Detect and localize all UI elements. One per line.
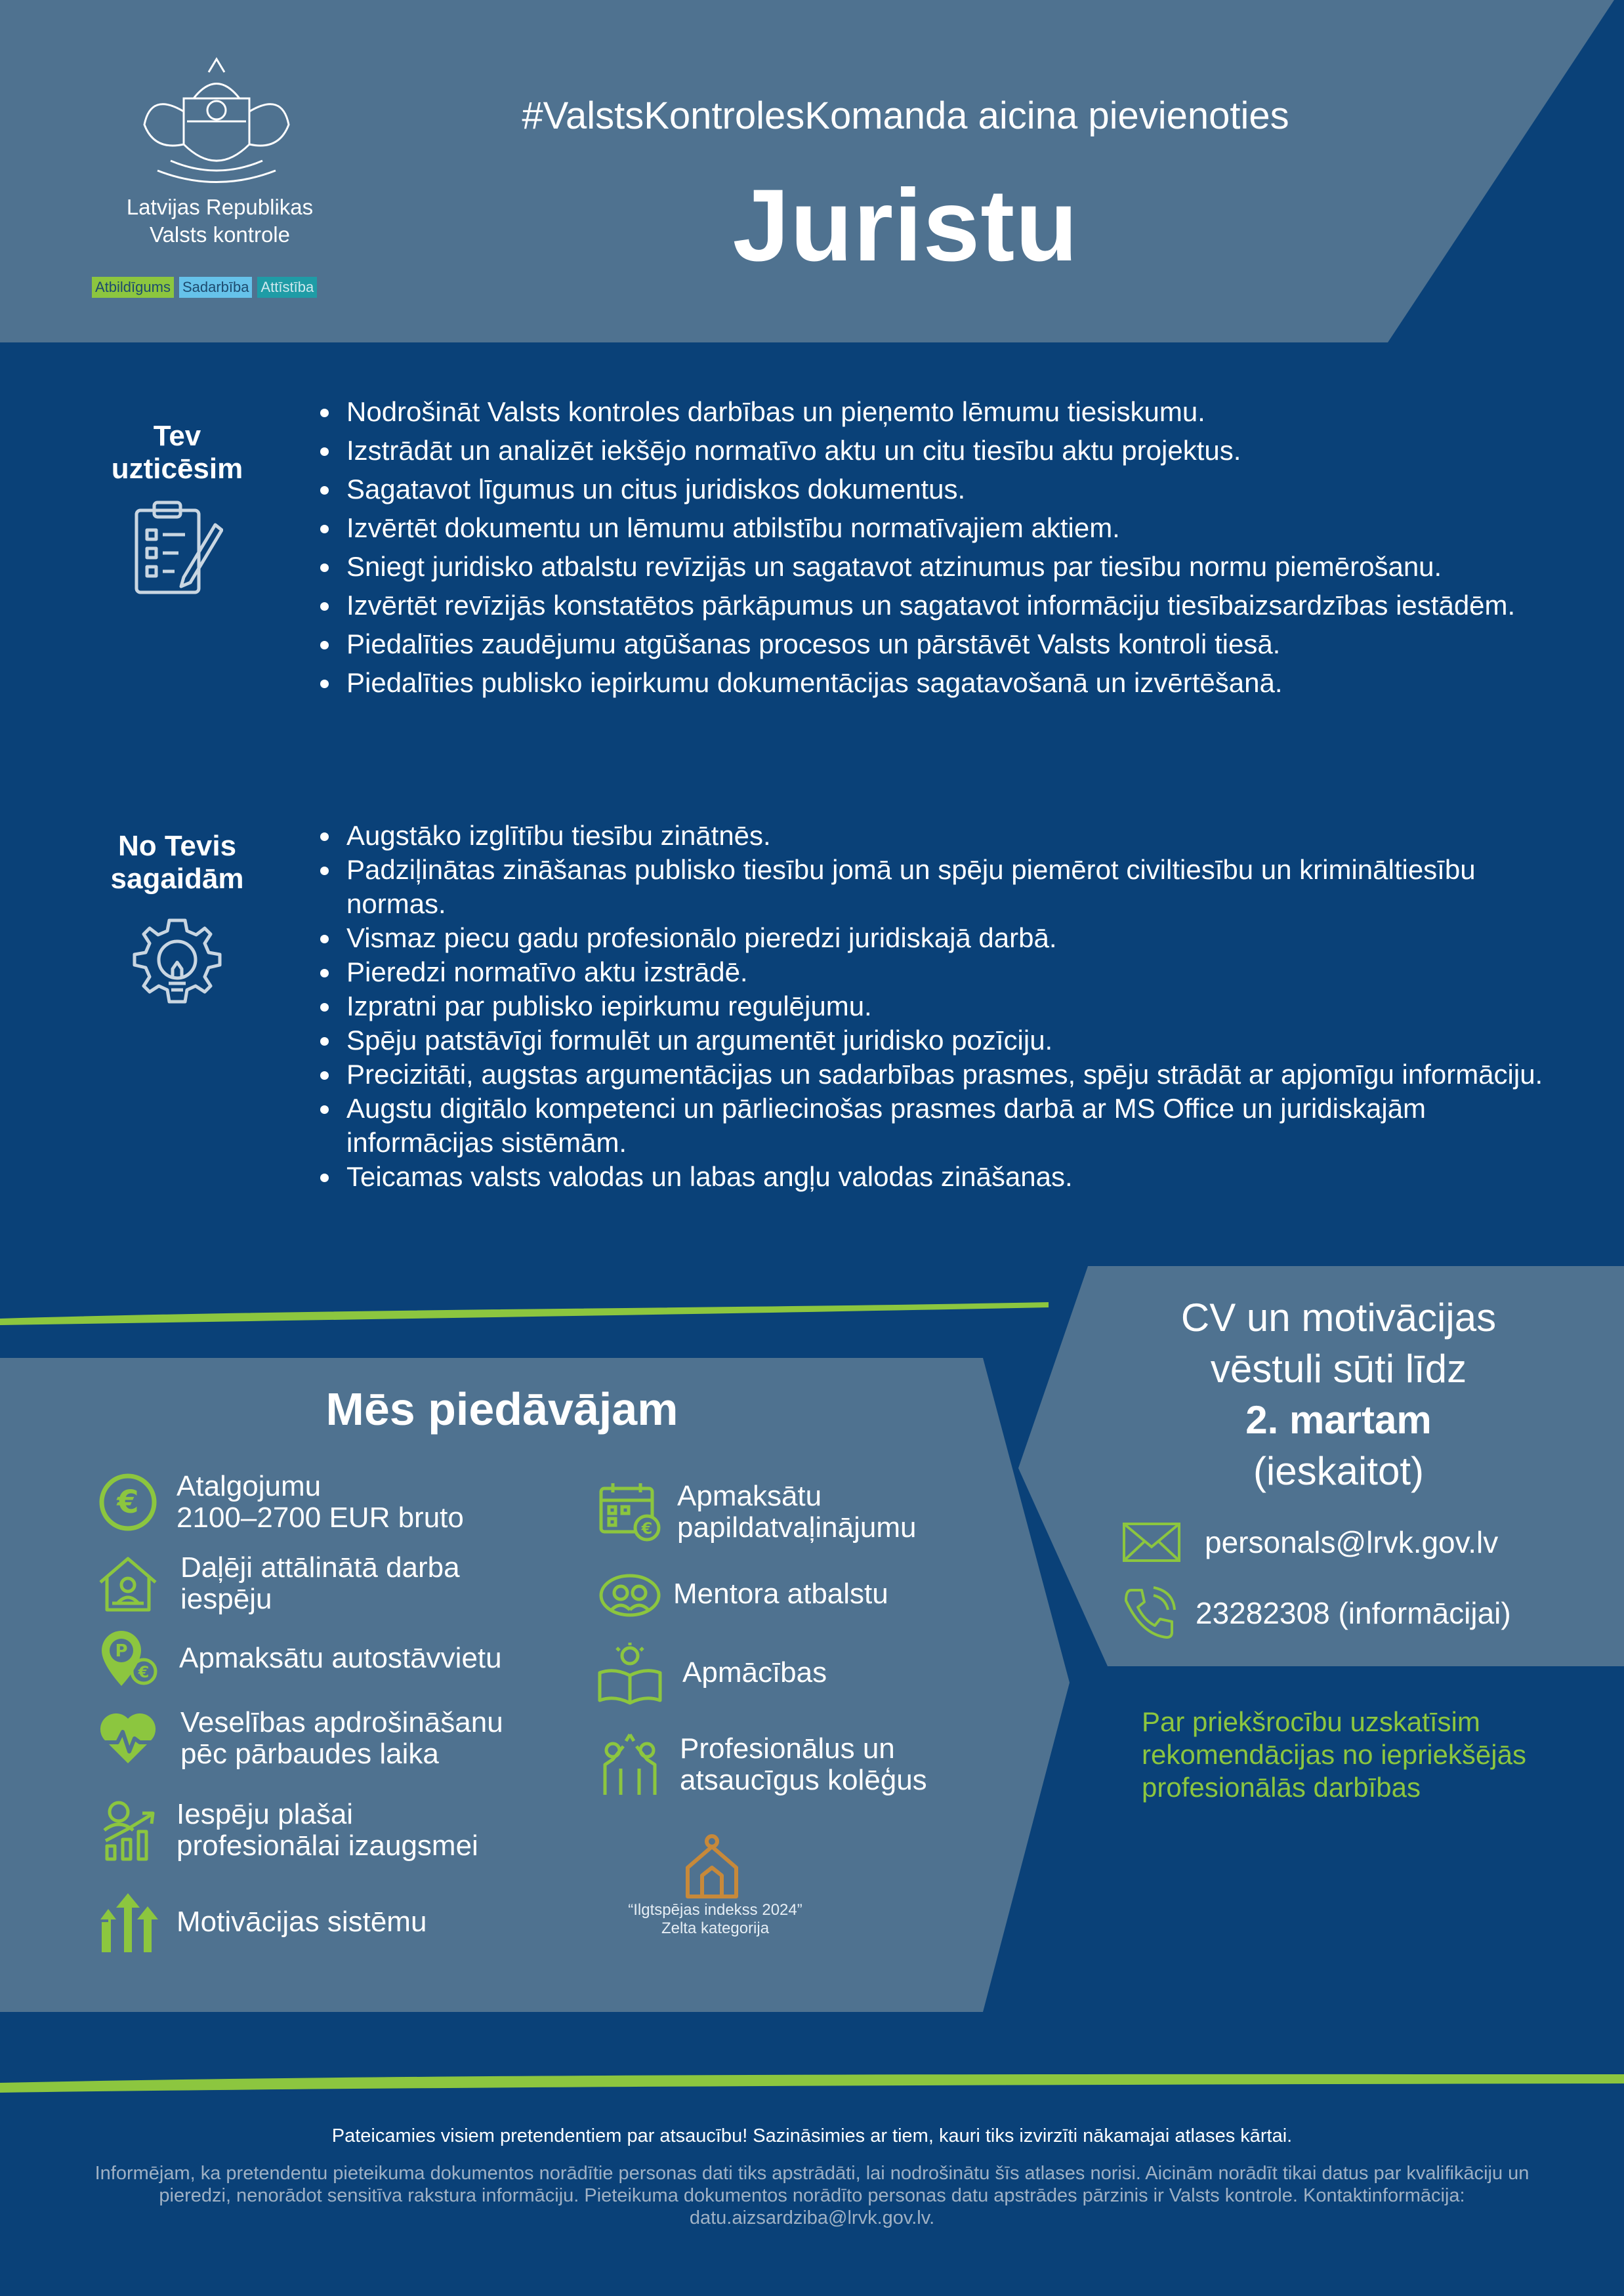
list-item: • Padziļinātas zināšanas publisko tiesību jomā un spēju piemērot civiltiesību un krimināltiesību normas. [341, 853, 1549, 921]
offer-item-parking [95, 1626, 502, 1691]
heart-pulse-icon [95, 1706, 161, 1771]
privacy-notice: Informējam, ka pretendentu pieteikuma dokumentos norādītie personas dati tiks apstrādāti, lai nodrošinātu šīs atlases norisi. Aicinām norādīt tikai datus par kvalifikāciju un pieredzi, nenorādot sensitīva rakstura informāciju. Pieteikuma dokumentos norādīto personas datu apstrādes pārzinis ir Valsts kontrole. Kontaktinformācija: datu.aizsardziba@lrvk.gov.lv. [94, 2163, 1530, 2228]
arrows-up-icon [95, 1889, 161, 1955]
email-contact [1122, 1522, 1498, 1563]
organization-name [92, 194, 348, 249]
list-item: • Izpratni par publisko iepirkumu regulējumu. [341, 989, 1549, 1023]
expect-label-line2: sagaidām [110, 863, 244, 895]
thanks-text: Pateicamies visiem pretendentiem par atsaucību! Sazināsimies ar tiem, kauri tiks izvirzīti nākamajai atlases kārtai. [331, 2125, 1293, 2146]
trust-section-label [85, 420, 269, 485]
list-item: • Izvērtēt revīzijās konstatētos pārkāpumus un sagatavot informāciju tiesībaizsardzības iestādēm. [341, 586, 1549, 625]
book-bulb-icon [597, 1640, 663, 1706]
offer-item-motivation [95, 1889, 427, 1955]
recommendation-note: Par priekšrocību uzskatīsim rekomendācijas no iepriekšējās profesionālās darbības [1142, 1706, 1526, 1803]
value-tag: Sadarbība [179, 277, 253, 298]
sustainability-house-icon [682, 1834, 741, 1899]
phone-contact [1122, 1586, 1511, 1640]
offer-text-line2: profesionālai izaugsmei [177, 1830, 478, 1862]
job-title: Juristu [732, 169, 1079, 283]
offer-item-training [597, 1640, 827, 1706]
offer-text-line2: pēc pārbaudes laika [180, 1738, 439, 1770]
list-item: • Nodrošināt Valsts kontroles darbības un pieņemto lēmumu tiesiskumu. [341, 392, 1549, 431]
offer-text-line2: 2100–2700 EUR bruto [177, 1502, 464, 1534]
svg-text:€: € [641, 1519, 653, 1538]
offer-text-line1: Iespēju plašai [177, 1798, 354, 1830]
parking-pin-icon [95, 1626, 161, 1691]
phone-number[interactable]: 23282308 (informācijai) [1196, 1596, 1511, 1630]
list-item: • Augstu digitālo kompetenci un pārliecinošas prasmes darbā ar MS Office un juridiskajām informācijas sistēmām. [341, 1092, 1549, 1160]
euro-coin-icon [95, 1469, 161, 1535]
sustainability-badge [577, 1901, 853, 1938]
badge-line1: “Ilgtspējas indekss 2024” [628, 1901, 802, 1919]
list-item: • Piedalīties publisko iepirkumu dokumentācijas sagatavošanā un izvērtēšanā. [341, 663, 1549, 702]
trust-label-line1: Tev [153, 420, 201, 452]
expect-label-line1: No Tevis [117, 830, 237, 862]
envelope-icon [1122, 1522, 1181, 1563]
offer-text-line1: Daļēji attālinātā darba [180, 1551, 460, 1584]
offer-text-line1: Atalgojumu [177, 1470, 322, 1502]
values-tags [92, 277, 317, 298]
list-item: • Vismaz piecu gadu profesionālo pieredzi juridiskajā darbā. [341, 921, 1549, 955]
offer-text-line1: Mentora atbalstu [673, 1578, 888, 1610]
offer-item-growth [95, 1797, 478, 1863]
trust-label-line2: uzticēsim [111, 453, 243, 485]
offer-item-salary [95, 1469, 464, 1535]
offer-text-line1: Apmaksātu [677, 1480, 822, 1512]
offer-text-line2: papildatvaļinājumu [677, 1511, 917, 1544]
offer-text-line1: Apmācības [682, 1656, 827, 1689]
offer-item-mentor [597, 1561, 888, 1627]
home-work-icon [95, 1551, 161, 1616]
offer-text-line2: atsaucīgus kolēģus [680, 1764, 927, 1796]
hashtag-heading: #ValstsKontrolesKomanda aicina pievienoties [522, 94, 1289, 137]
offer-text-line1: Veselības apdrošināšanu [180, 1706, 503, 1738]
application-deadline [1102, 1292, 1575, 1497]
value-tag: Atbildīgums [92, 277, 174, 298]
apply-line1: CV un motivācijas [1180, 1296, 1497, 1340]
trust-list [302, 392, 1549, 702]
offer-text-line1: Profesionālus un [680, 1732, 895, 1765]
offer-item-health [95, 1706, 503, 1771]
list-item: • Teicamas valsts valodas un labas angļu valodas zināšanas. [341, 1160, 1549, 1194]
org-name-line2: Valsts kontrole [150, 222, 290, 247]
offer-item-colleagues [597, 1732, 927, 1797]
growth-chart-icon [95, 1797, 161, 1863]
offer-item-extra-leave [597, 1479, 916, 1545]
offer-text-line1: Motivācijas sistēmu [177, 1906, 427, 1938]
offer-text-line2: iespēju [180, 1583, 272, 1615]
email-link[interactable]: personals@lrvk.gov.lv [1205, 1525, 1499, 1559]
value-tag: Attīstība [257, 277, 317, 298]
mentor-icon [597, 1561, 663, 1627]
offer-title: Mēs piedāvājam [325, 1384, 678, 1435]
svg-text:€: € [138, 1663, 150, 1681]
phone-icon [1122, 1586, 1176, 1640]
coat-of-arms-icon [131, 52, 302, 190]
list-item: • Precizitāti, augstas argumentācijas un sadarbības prasmes, spēju strādāt ar apjomīgu informāciju. [341, 1057, 1549, 1092]
org-name-line1: Latvijas Republikas [126, 195, 314, 219]
colleagues-icon [597, 1732, 663, 1797]
offer-item-remote [95, 1551, 460, 1616]
list-item: • Augstāko izglītību tiesību zinātnēs. [341, 819, 1549, 853]
list-item: • Izstrādāt un analizēt iekšējo normatīvo aktu un citu tiesību aktu projektus. [341, 431, 1549, 470]
list-item: • Sniegt juridisko atbalstu revīzijās un sagatavot atzinumus par tiesību normu piemērošanu. [341, 547, 1549, 586]
list-item: • Piedalīties zaudējumu atgūšanas procesos un pārstāvēt Valsts kontroli tiesā. [341, 625, 1549, 663]
offer-text-line1: Apmaksātu autostāvvietu [179, 1642, 502, 1674]
calendar-euro-icon [597, 1479, 663, 1545]
gear-lightbulb-icon [128, 915, 226, 1014]
svg-text:€: € [117, 1484, 139, 1521]
apply-line2: vēstuli sūti līdz [1210, 1347, 1467, 1391]
deadline-date: 2. martam [1245, 1398, 1432, 1442]
expect-section-label [85, 830, 269, 895]
list-item: • Spēju patstāvīgi formulēt un argumentēt juridisko pozīciju. [341, 1023, 1549, 1057]
svg-text:P: P [115, 1641, 128, 1661]
list-item: • Sagatavot līgumus un citus juridiskos dokumentus. [341, 470, 1549, 508]
badge-line2: Zelta kategorija [661, 1919, 770, 1937]
apply-line4: (ieskaitot) [1253, 1449, 1425, 1493]
list-item: • Izvērtēt dokumentu un lēmumu atbilstību normatīvajiem aktiem. [341, 508, 1549, 547]
expect-list [302, 819, 1549, 1194]
clipboard-pencil-icon [131, 499, 223, 597]
list-item: • Pieredzi normatīvo aktu izstrādē. [341, 955, 1549, 989]
